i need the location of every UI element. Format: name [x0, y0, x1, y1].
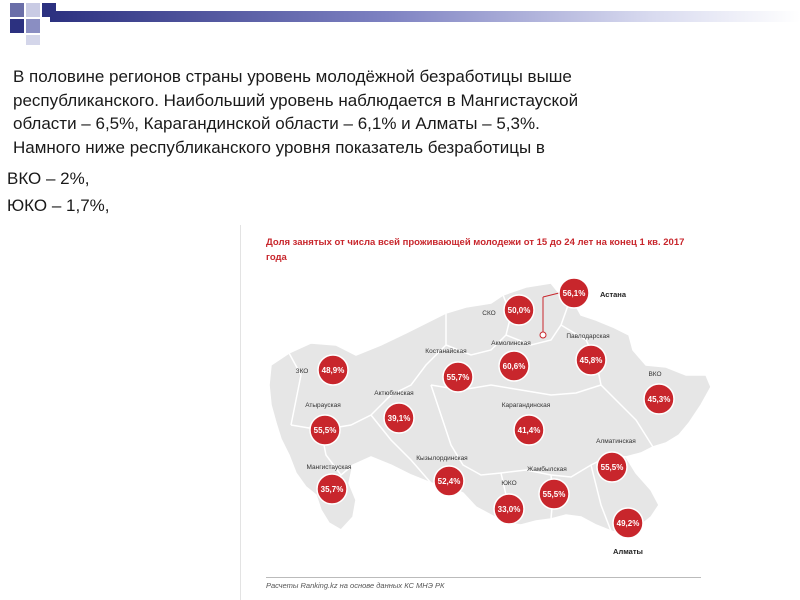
deco-square [26, 19, 40, 33]
slide-text [7, 65, 783, 219]
region-label: Павлодарская [566, 333, 610, 340]
city-label: Астана [599, 290, 627, 299]
marker-value: 48,9% [321, 366, 345, 375]
region-label: ЗКО [295, 368, 309, 375]
marker-value: 55,7% [446, 373, 470, 382]
deco-square [10, 3, 24, 17]
marker-value: 35,7% [320, 485, 344, 494]
region-label: Акмолинская [491, 340, 531, 347]
map-title: Доля занятых от числа всей проживающей молодежи от 15 до 24 лет на конец 1 кв. 2017 года [266, 237, 685, 263]
marker-value: 45,8% [579, 356, 603, 365]
kazakhstan-map [241, 225, 713, 600]
region-label: Карагандинская [501, 402, 551, 409]
title-decoration [0, 0, 800, 48]
city-label: Алматы [613, 547, 643, 556]
marker-value: 49,2% [616, 519, 640, 528]
marker-value: 39,1% [387, 414, 411, 423]
deco-bar [50, 11, 800, 22]
text-line: ВКО – 2%, [7, 169, 90, 188]
marker-value: 60,6% [502, 362, 526, 371]
marker-value: 55,5% [542, 490, 566, 499]
deco-square [10, 19, 24, 33]
marker-value: 55,5% [600, 463, 624, 472]
marker-value: 55,5% [313, 426, 337, 435]
region-label: ВКО [648, 371, 662, 378]
text-line: республиканского. Наибольший уровень наблюдается в Мангистауской [13, 90, 579, 110]
marker-value: 50,0% [507, 306, 531, 315]
region-label: Алматинская [596, 438, 636, 445]
region-label: ЮКО [501, 480, 517, 487]
marker-value: 56,1% [562, 289, 586, 298]
text-line: области – 6,5%, Карагандинской области – 6,1% и Алматы – 5,3%. [13, 114, 540, 133]
marker-value: 41,4% [517, 426, 541, 435]
text-line: В половине регионов страны уровень молодёжной безработицы выше [13, 67, 572, 86]
deco-square [26, 3, 40, 17]
region-label: Кызылординская [416, 455, 468, 462]
deco-square [26, 35, 40, 45]
map-panel [240, 225, 713, 600]
marker-value: 33,0% [497, 505, 521, 514]
region-label: СКО [482, 310, 496, 317]
region-label: Жамбылская [527, 466, 567, 473]
text-line: Намного ниже республиканского уровня показатель безработицы в [13, 137, 545, 157]
region-label: Мангистауская [306, 464, 352, 471]
marker-astana [559, 278, 627, 308]
astana-dot [540, 332, 546, 338]
marker-value: 45,3% [647, 395, 671, 404]
marker-value: 52,4% [437, 477, 461, 486]
region-label: Атырауская [305, 402, 341, 409]
marker-almaty-city [613, 508, 643, 556]
map-source-note: Расчеты Ranking.kz на основе данных КС МНЭ РК [266, 577, 701, 590]
region-label: Актюбинская [374, 390, 414, 397]
region-label: Костанайская [425, 348, 467, 355]
text-line: ЮКО – 1,7%, [7, 196, 110, 215]
